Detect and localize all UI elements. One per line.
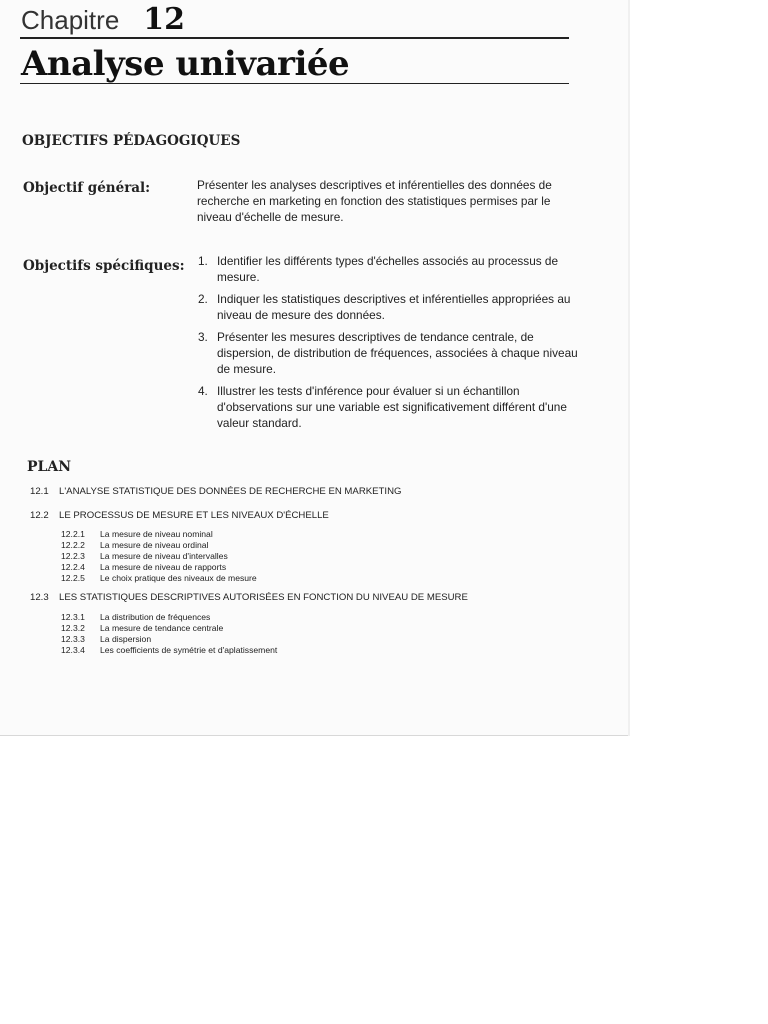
list-item: [61, 623, 277, 634]
list-item: [198, 329, 584, 377]
subsection-number: 12.3.1: [61, 612, 85, 622]
general-objective-label: Objectif général:: [23, 180, 151, 196]
list-item: [61, 562, 257, 573]
subsection-number: 12.3.3: [61, 634, 85, 644]
chapter-title: Analyse univariée: [21, 44, 350, 84]
subsection-title: La mesure de tendance centrale: [100, 623, 224, 633]
subsection-number: 12.2.4: [61, 562, 85, 572]
item-text: Présenter les mesures descriptives de tendance centrale, de dispersion, de distribution de fréquences, associées à chaque niveau de mesure.: [217, 330, 578, 376]
subsection-number: 12.2.5: [61, 573, 85, 583]
list-item: [61, 551, 257, 562]
subsection-title: La mesure de niveau d'intervalles: [100, 551, 228, 561]
plan-subsections-12-3: [61, 612, 277, 656]
section-title: LES STATISTIQUES DESCRIPTIVES AUTORISÉES EN FONCTION DU NIVEAU DE MESURE: [59, 592, 468, 603]
plan-heading: PLAN: [27, 459, 72, 475]
item-number: 3.: [198, 330, 208, 344]
item-number: 4.: [198, 384, 208, 398]
subsection-number: 12.2.1: [61, 529, 85, 539]
subsection-number: 12.3.4: [61, 645, 85, 655]
subsection-number: 12.2.2: [61, 540, 85, 550]
item-text: Illustrer les tests d'inférence pour évaluer si un échantillon d'observations sur une variable est significativement différent d'une valeur standard.: [217, 384, 567, 430]
list-item: [61, 573, 257, 584]
section-number: 12.2: [30, 510, 49, 521]
subsection-title: La dispersion: [100, 634, 152, 644]
list-item: [61, 612, 277, 623]
list-item: [61, 540, 257, 551]
title-rule: [20, 83, 569, 84]
subsection-title: La mesure de niveau nominal: [100, 529, 213, 539]
plan-section-12-2: [30, 510, 329, 521]
subsection-title: Les coefficients de symétrie et d'aplatissement: [100, 645, 278, 655]
item-text: Indiquer les statistiques descriptives et inférentielles appropriées au niveau de mesure des données.: [217, 292, 571, 322]
list-item: [61, 634, 277, 645]
section-title: L'ANALYSE STATISTIQUE DES DONNÉES DE RECHERCHE EN MARKETING: [59, 486, 402, 497]
chapter-word: Chapitre: [21, 5, 120, 35]
list-item: [61, 529, 257, 540]
list-item: [198, 291, 584, 323]
plan-subsections-12-2: [61, 529, 257, 584]
subsection-number: 12.2.3: [61, 551, 85, 561]
list-item: [61, 645, 277, 656]
specific-objectives-list: [198, 253, 584, 437]
plan-section-12-1: [30, 486, 401, 497]
list-item: [198, 383, 584, 431]
objectives-heading: OBJECTIFS PÉDAGOGIQUES: [22, 133, 241, 149]
chapter-header: [21, 2, 185, 37]
general-objective-text: Présenter les analyses descriptives et inférentielles des données de recherche en marketing en fonction des statistiques permises par le niveau d'échelle de mesure.: [197, 178, 552, 224]
subsection-title: La mesure de niveau de rapports: [100, 562, 227, 572]
top-rule: [20, 37, 569, 39]
item-text: Identifier les différents types d'échelles associés au processus de mesure.: [217, 254, 559, 284]
plan-section-12-3: [30, 592, 468, 603]
section-number: 12.3: [30, 592, 49, 603]
subsection-number: 12.3.2: [61, 623, 85, 633]
subsection-title: La distribution de fréquences: [100, 612, 211, 622]
section-title: LE PROCESSUS DE MESURE ET LES NIVEAUX D'ÉCHELLE: [59, 510, 329, 521]
chapter-number: 12: [143, 2, 186, 37]
specific-objectives-label: Objectifs spécifiques:: [23, 258, 185, 274]
section-number: 12.1: [30, 486, 49, 497]
subsection-title: La mesure de niveau ordinal: [100, 540, 209, 550]
list-item: [198, 253, 584, 285]
item-number: 1.: [198, 254, 208, 268]
item-number: 2.: [198, 292, 208, 306]
subsection-title: Le choix pratique des niveaux de mesure: [100, 573, 257, 583]
